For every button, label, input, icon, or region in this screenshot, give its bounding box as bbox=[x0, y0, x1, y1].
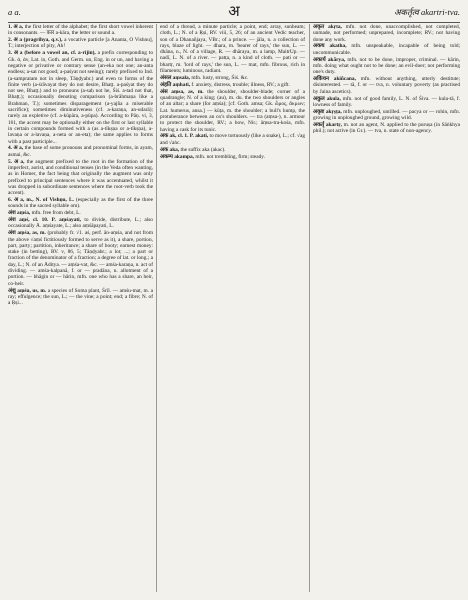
entry-headword: अकृष्ट akṛṣṭa, bbox=[313, 108, 344, 115]
dictionary-entry bbox=[160, 82, 305, 88]
entry-headword: 2. अ a (pragrihya, q.v.), bbox=[8, 37, 65, 44]
entry-headword: अंसल aṃsala, bbox=[160, 74, 192, 81]
entry-headword: अंस aṃsa, as, m. bbox=[160, 88, 208, 95]
dictionary-entry bbox=[8, 288, 153, 307]
entry-headword: अंहति aṃhati, bbox=[160, 81, 192, 88]
dictionary-entry bbox=[160, 133, 305, 146]
dictionary-entry bbox=[8, 145, 153, 158]
entry-headword: 4. अ a, bbox=[8, 145, 25, 152]
dictionary-entry bbox=[8, 50, 153, 144]
dictionary-entry bbox=[160, 89, 305, 133]
dictionary-entry bbox=[313, 76, 460, 95]
entry-definition: end of a thread, a minute particle; a point, end; array, sunbeam; cloth, L.; N. of a Ṛṣi, RV. viii, 5, 26; of an ancient Vedic teacher, son of a Dhanañjaya, VBr.; of a prince. — jāla, n. a collection of rays, blaze of light. — dhara, m. 'bearer of rays,' the sun, L. — dhāna, n., N. of a village, R. — dhāraya, m. a lamp, MaitrUp. — nadī, L. N. of a river. — patṭa, n. a kind of cloth. — pati or — bhartṛ, m. 'lord of rays,' the sun, L. — mat, mfn. fibrous, rich in filaments; luminous, radiant. bbox=[160, 24, 305, 75]
entry-definition: the shoulder, shoulder-blade; corner of a quadrangle; N. of a king; (au), m. du. the two shoulders or angles of an altar; a share (for aṃśa); [cf. Goth. amsa; Gk. ὦμος, ἄκμων; Lat. humerus, ansa.] — kūṭa, m. the shoulder; a bull's hump, the protuberance between an ox's shoulders. — tra (aṃsa-), n. armour to protect the shoulder, RV.; a bow, Nir.; āṃsa-tra-kośa, mfn. having a cask for its tunic. bbox=[160, 88, 305, 133]
dictionary-entry bbox=[8, 24, 153, 37]
column-divider bbox=[156, 24, 157, 592]
entry-definition: mfn. unploughed, untilled. — pacya or — rohin, mfn. growing in unploughed ground, growing wild. bbox=[313, 108, 460, 122]
dictionary-entry bbox=[8, 159, 153, 197]
entry-headword: अकम्प akampa, bbox=[160, 153, 196, 160]
entry-headword: अक aka, bbox=[160, 146, 181, 153]
entry-definition: (probably fr. √1. aś, perf. ān-aṃśa, and not from the above √aṃś fictitiously formed to serve as it), a share, portion, part, party; partition, inheritance; a share of booty; earnest money: stake (in betting), RV. v, 86, 5; Tāṇḍyabr.; a lot; ...; a part or fraction of the denominator of a fraction; a degree of lat. or long.; a day, L.; N. of an Āditya. — aṃśa-vat, &c. — amśa-karaṇa, n. act of dividing. — amśa-kalpanā, f. or — pradāna, n. allotment of a portion. — bhāgin or — hārin, mfn. one who has a share, an heir, co-heir. bbox=[8, 230, 153, 287]
dictionary-entry bbox=[8, 210, 153, 216]
entry-headword: 6. अ a, m., N. of Vishṇu, L. bbox=[8, 196, 76, 203]
dictionary-entry bbox=[160, 24, 305, 74]
entry-headword: 5. अ a, bbox=[8, 158, 27, 165]
header-right: अकर्तृत्व akartri-tva. bbox=[394, 7, 460, 17]
dictionary-entry bbox=[160, 75, 305, 81]
entry-headword: अकर्तृ akartṛ, bbox=[313, 122, 344, 129]
entry-definition: mfn. without anything, utterly destitute; disinterested. — tā, f. or — tva, n. voluntary poverty (as practised by Jaina ascetics). bbox=[313, 76, 460, 95]
entry-definition: mfn. unspeakable, incapable of being told; uncommunicable. bbox=[313, 43, 460, 56]
entry-definition: mfn. not to be done, improper, criminal. — kārin, mfn. doing what ought not to be done; an evil-doer; not performing one's duty. bbox=[313, 56, 460, 76]
entry-definition: the augment prefixed to the root in the formation of the imperfect, aorist, and conditional tenses (in the Veda often wanting, as in Homer, the fact being that originally the augment was only prefixed to principal sentences where it was accentuated, whilst it was dropped in subordinate sentences where the root-verb took the accent). bbox=[8, 158, 153, 197]
dictionary-entry bbox=[313, 122, 460, 135]
entry-headword: अकार्य akārya, bbox=[313, 56, 348, 63]
entry-definition: the suffix aka (akac). bbox=[180, 146, 226, 153]
entry-definition: the first letter of the alphabet; the first short vowel inherent in consonants. — कार a-kāra, the letter or sound a. bbox=[8, 24, 153, 37]
dictionary-entry bbox=[313, 109, 460, 122]
entry-definition: (especially as the first of the three sounds in the sacred syllable om). bbox=[8, 196, 153, 210]
header-left: a a. bbox=[8, 7, 21, 17]
entry-definition: a prefix corresponding to Gk. ἀ, ἀν, Lat. in, Goth. and Germ. un, Eng. in or un, and having a negative or privative or contrary sense (an-eka not one; an-anta endless; a-sat not good; a-paśyat not seeing); rarely prefixed to Ind. (a-sampratam not in sleep, Tāṇḍyabr.) and even to forms of the finite verb (a-śrāvayat they do not desire, Bhaṭṭ. a-paśyat they do not see, Bhaṭṭ.) and to pronouns (a-saḥ not he, Śiś. a-tad not that, Bhaṭṭ.); occasionally denoting comparison (a-brāhmaṇa like a Brahman, T.); sometimes disparagement (a-yajña a miserable sacrifice); sometimes diminutiveness (cf. a-karaṇa, an-udarā); rarely an expletive (cf. a-kūpāra, a-pūpa). According to Pāṇ. vi, 3, 161, the accent may be optionally either on the first or last syllable in certain compounds formed with a (as a-tīkṣṇa or a-tīkṣṇa), a-lavaṇa or a-lavaṇa, a-neta or an-eta); the same applies to forms with a past participle... bbox=[8, 50, 153, 145]
dictionary-entry bbox=[313, 43, 460, 56]
entry-definition: m. not an agent, N. applied to the puruṣa (in Sāṅkhya phil.); not active (in Gr.). — tva, n. state of non-agency. bbox=[313, 122, 460, 135]
entry-definition: the base of some pronouns and pronominal forms, in ayam, asmai, &c. bbox=[8, 145, 153, 158]
entry-definition: to move tortuously (like a snake), L.; cf. √ag and √aṅc. bbox=[160, 133, 305, 146]
entry-headword: 1. अ a, bbox=[8, 24, 25, 30]
dictionary-entry bbox=[313, 57, 460, 76]
entry-headword: अक ak, cl. 1. P. akati, bbox=[160, 133, 210, 140]
entry-definition: mfn. free from debt, L. bbox=[31, 210, 81, 217]
dictionary-entry bbox=[8, 37, 153, 50]
column-3 bbox=[313, 24, 460, 594]
entry-definition: a vocative particle [a Ananta, O Vishnu], T.; interjection of pity, Ah! bbox=[8, 37, 153, 50]
entry-headword: अकिंचन akiñcana, bbox=[313, 76, 361, 83]
entry-headword: अकृत akṛta, bbox=[313, 24, 346, 30]
entry-headword: अंश aṃśa, as, m. bbox=[8, 230, 48, 237]
entry-definition: mfn. not of good family, L. N. of Śiva. — kula-tā, f. lowness of family. bbox=[313, 95, 460, 108]
entry-headword: अंशु aṃśu, us, m. bbox=[8, 287, 48, 294]
entry-headword: अंश aṃś, cl. 10. P. aṃśayati, bbox=[8, 217, 85, 224]
entry-headword: अंश aṃśa, bbox=[8, 210, 32, 217]
dictionary-entry bbox=[8, 217, 153, 230]
header-center-glyph: अ bbox=[228, 2, 240, 20]
entry-definition: to divide, distribute, L.; also occasionally Ā. aṃśayate, L.; also aṃśāpayati, L. bbox=[8, 217, 153, 230]
dictionary-entry bbox=[8, 197, 153, 210]
entry-definition: mfn. not done, unaccomplished, not completed, unmade, not performed; unprepared, incomplete; RV.; not having done any work. bbox=[313, 24, 460, 43]
entry-headword: अकथ akatha, bbox=[313, 43, 352, 50]
column-divider bbox=[309, 24, 310, 592]
entry-definition: a species of Soma plant, Śrīl. — amśu-mat, m. a ray; effulgence; the sun, L.; — the vine; a point; end; a fibre; N. of a Ṛṣi... bbox=[8, 287, 153, 307]
running-header bbox=[8, 2, 460, 23]
column-1 bbox=[8, 24, 153, 594]
column-2 bbox=[160, 24, 305, 594]
dictionary-entry bbox=[160, 154, 305, 160]
entry-definition: f. anxiety, distress, trouble; illness, RV.; a gift. bbox=[191, 81, 290, 88]
entry-definition: mfn. lusty, strong, Śiś. &c. bbox=[191, 74, 249, 81]
entry-definition: mfn. not trembling, firm; steady. bbox=[195, 153, 265, 160]
entry-headword: 3. अ a (before a vowel an, cf. a-rijin), bbox=[8, 50, 98, 57]
dictionary-entry bbox=[8, 230, 153, 287]
dictionary-entry bbox=[313, 24, 460, 43]
dictionary-entry bbox=[160, 147, 305, 153]
entry-headword: अकुल akula, bbox=[313, 95, 343, 102]
dictionary-entry bbox=[313, 96, 460, 109]
